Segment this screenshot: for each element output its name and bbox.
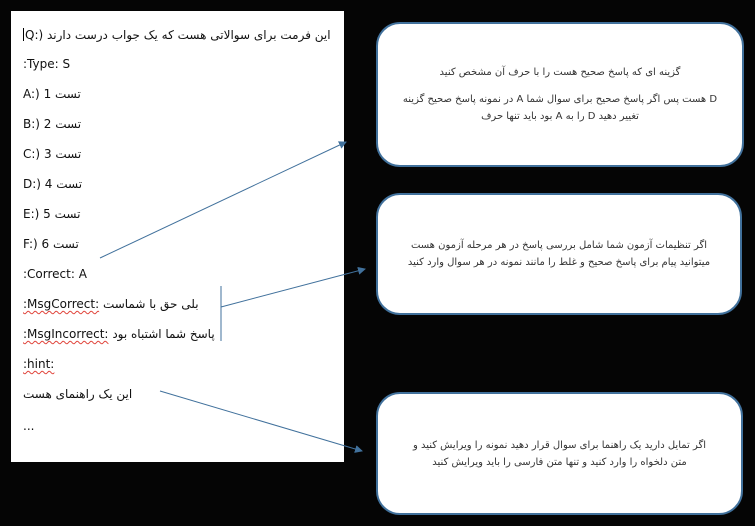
- field-key: E:): [23, 207, 40, 221]
- field-key: Q:): [25, 28, 44, 42]
- note-line: اگر تنظیمات آزمون شما شامل بررسی پاسخ در هر مرحله آزمون هست: [410, 240, 708, 251]
- field-value: پاسخ شما اشتباه بود: [112, 327, 215, 341]
- note-line: متن دلخواه را وارد کنید و تنها متن فارسی را باید ویرایش کنید: [432, 456, 687, 468]
- field-value: این یک راهنمای هست: [23, 387, 133, 401]
- field-value: این فرمت برای سوالاتی هست که یک جواب درست دارند: [47, 28, 331, 42]
- field-key: :MsgCorrect:: [23, 297, 100, 311]
- field-key: F:): [23, 237, 38, 251]
- note-line: در نمونه پاسخ صحیح گزینه A هست پس اگر پاسخ صحیح برای سوال شما D بود باید تنها حرف A را به D تغییر دهید: [402, 94, 718, 122]
- arrow-correct: [100, 142, 346, 258]
- field-key: :Type:: [23, 57, 59, 71]
- field-value: تست 6: [41, 237, 79, 251]
- field-key: D:): [23, 177, 41, 191]
- field-key: A:): [23, 87, 40, 101]
- field-key: :MsgIncorrect:: [23, 327, 109, 341]
- field-value: تست 3: [43, 147, 82, 161]
- field-key: B:): [23, 117, 40, 131]
- field-value: تست 2: [43, 117, 82, 131]
- field-value: تست 1: [43, 87, 81, 101]
- field-value: ...: [23, 419, 35, 433]
- note-line: میتوانید پیام برای پاسخ صحیح و غلط را مانند نمونه در هر سوال وارد کنید: [407, 257, 711, 268]
- field-value: بلی حق با شماست: [102, 297, 199, 311]
- note-line: گزینه ای که پاسخ صحیح هست را با حرف آن مشخص کنید: [439, 67, 681, 78]
- field-value: S: [62, 57, 71, 71]
- field-value: تست 5: [43, 207, 81, 221]
- field-key: C:): [23, 147, 41, 161]
- note-line: اگر تمایل دارید یک راهنما برای سوال قرار دهید نمونه را ویرایش کنید و: [412, 439, 707, 451]
- arrow-hint: [160, 391, 362, 451]
- field-key: :Correct:: [23, 267, 75, 281]
- field-key: :hint:: [23, 357, 55, 371]
- field-value: A: [78, 267, 87, 281]
- arrow-messages: [221, 269, 365, 307]
- field-value: تست 4: [44, 177, 83, 191]
